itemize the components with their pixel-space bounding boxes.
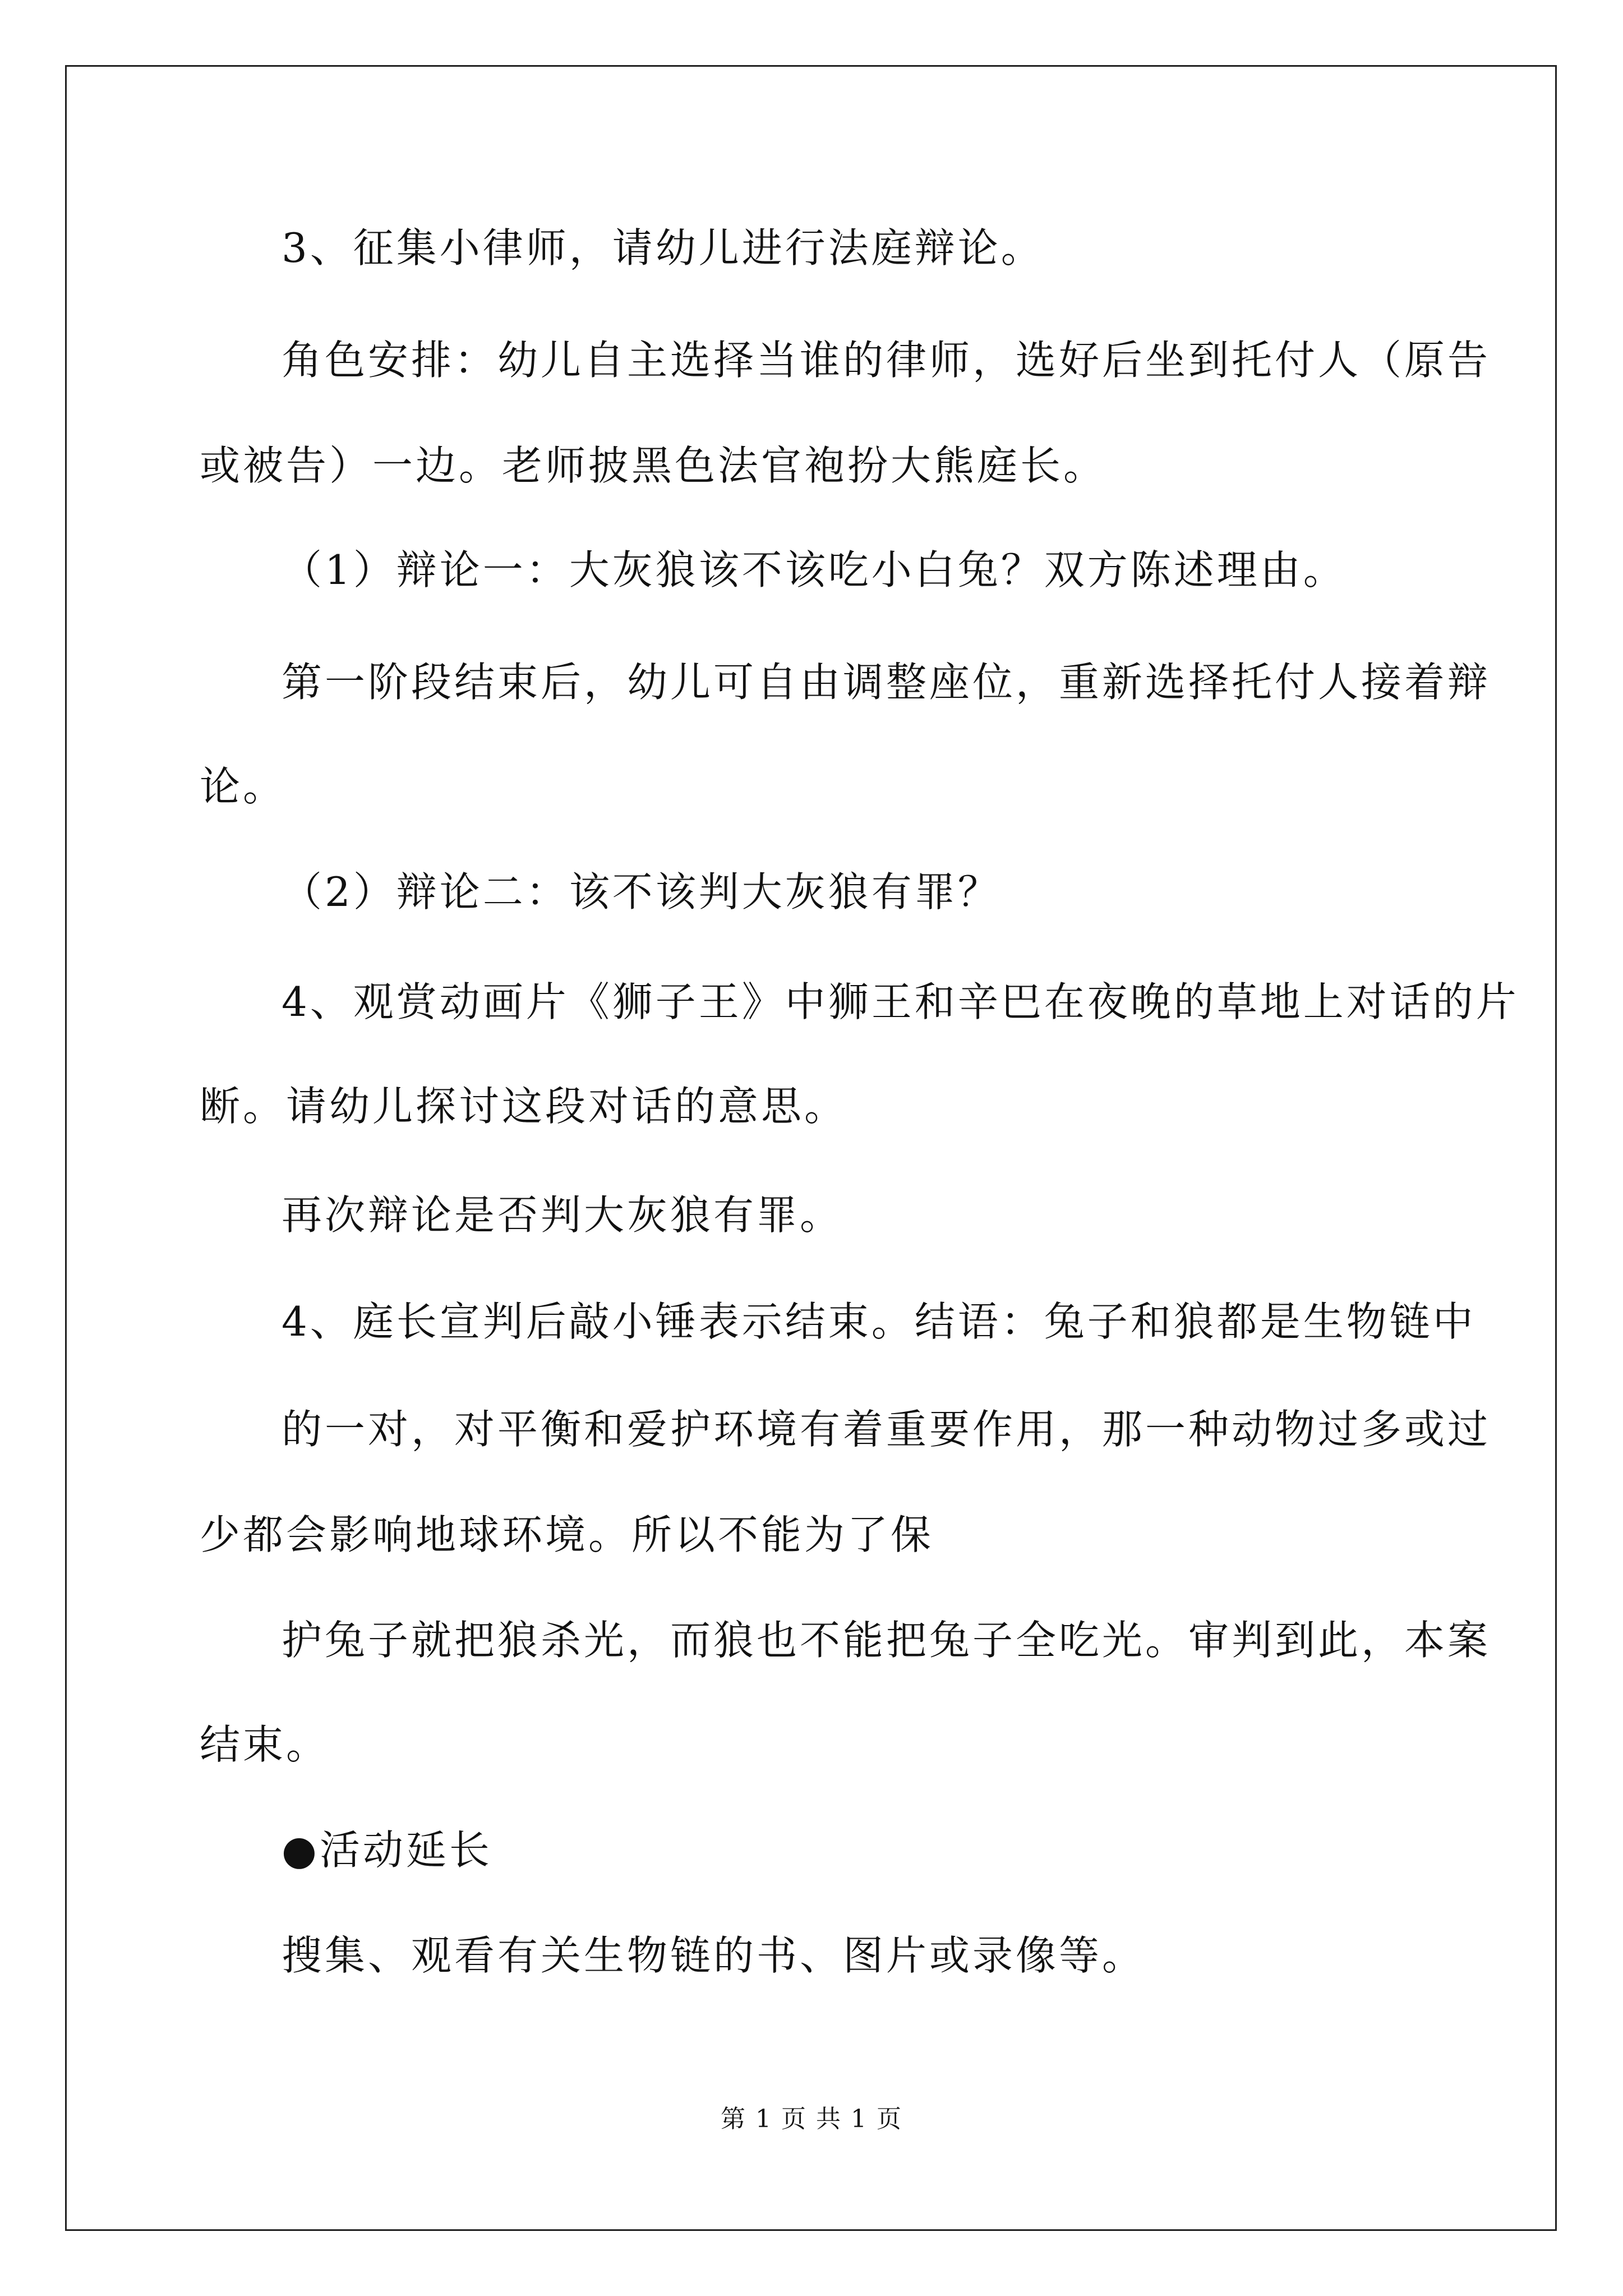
paragraph-line: 4、观赏动画片《狮子王》中狮王和辛巴在夜晚的草地上对话的片 <box>282 978 1519 1025</box>
paragraph-line: 结束。 <box>200 1721 330 1768</box>
section-heading: ●活动延长 <box>282 1826 492 1874</box>
paragraph-line: 的一对，对平衡和爱护环境有着重要作用，那一种动物过多或过 <box>282 1406 1491 1453</box>
paragraph-line: （2）辩论二：该不该判大灰狼有罪？ <box>282 868 1001 915</box>
paragraph-line: 论。 <box>200 763 287 810</box>
paragraph-line: 4、庭长宣判后敲小锤表示结束。结语：兔子和狼都是生物链中 <box>282 1298 1476 1345</box>
page-border <box>65 65 1557 2231</box>
paragraph-line: 少都会影响地球环境。所以不能为了保 <box>200 1511 934 1558</box>
paragraph-line: 再次辩论是否判大灰狼有罪。 <box>282 1191 843 1239</box>
paragraph-line: 护兔子就把狼杀光，而狼也不能把兔子全吃光。审判到此，本案 <box>282 1617 1491 1664</box>
paragraph-line: 3、征集小律师，请幼儿进行法庭辩论。 <box>282 224 1044 272</box>
paragraph-line: （1）辩论一：大灰狼该不该吃小白兔？双方陈述理由。 <box>282 546 1347 593</box>
paragraph-line: 搜集、观看有关生物链的书、图片或录像等。 <box>282 1932 1146 1979</box>
paragraph-line: 或被告）一边。老师披黑色法官袍扮大熊庭长。 <box>200 442 1107 489</box>
paragraph-line: 断。请幼儿探讨这段对话的意思。 <box>200 1083 848 1130</box>
page-number-footer: 第 1 页 共 1 页 <box>721 2105 902 2133</box>
paragraph-line: 角色安排：幼儿自主选择当谁的律师，选好后坐到托付人（原告 <box>282 337 1491 384</box>
paragraph-line: 第一阶段结束后，幼儿可自由调整座位，重新选择托付人接着辩 <box>282 659 1491 706</box>
